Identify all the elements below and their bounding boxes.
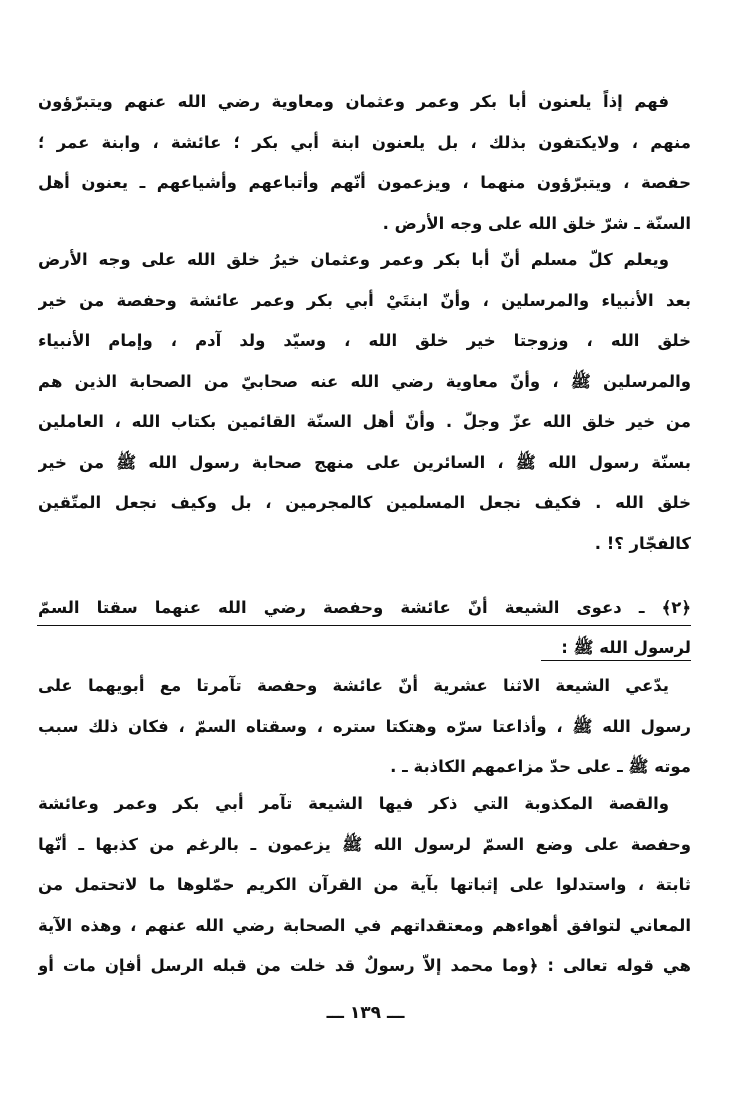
paragraph-2 bbox=[38, 240, 691, 564]
text-line: وحفصة على وضع السمّ لرسول الله ﷺ يزعمون ـ بالرغم من كذبها ـ أنّها bbox=[38, 834, 691, 854]
text-line: والمرسلين ﷺ ، وأنّ معاوية رضي الله عنه صحابيّ من الصحابة الذين هم bbox=[38, 371, 691, 391]
text-line: والقصة المكذوبة التي ذكر فيها الشيعة تآمر أبي بكر وعمر وعائشة bbox=[38, 794, 669, 813]
heading-line: لرسول الله ﷺ : bbox=[561, 638, 691, 657]
text-line: بسنّة رسول الله ﷺ ، السائرين على منهج صحابة رسول الله ﷺ من خير bbox=[38, 452, 691, 472]
text-line: السنّة ـ شرّ خلق الله على وجه الأرض . bbox=[382, 213, 691, 233]
text-line: كالفجّار ؟! . bbox=[594, 533, 691, 553]
paragraph-3 bbox=[38, 666, 691, 788]
text-line: ويعلم كلّ مسلم أنّ أبا بكر وعمر وعثمان خيرُ خلق الله على وجه الأرض bbox=[38, 250, 669, 269]
text-line: منهم ، ولايكتفون بذلك ، بل يلعنون ابنة أبي بكر ؛ عائشة ، وابنة عمر ؛ bbox=[38, 132, 691, 152]
text-line: يدّعي الشيعة الاثنا عشرية أنّ عائشة وحفصة تآمرتا مع أبويهما على bbox=[38, 676, 669, 695]
text-line: موته ﷺ ـ على حدّ مزاعمهم الكاذبة ـ . bbox=[390, 757, 691, 776]
text-line: المعاني لتوافق أهواءهم ومعتقداتهم في الصحابة رضي الله عنهم ، وهذه الآية bbox=[38, 915, 691, 935]
page-number: ـــ ١٣٩ ـــ bbox=[326, 1003, 405, 1023]
text-line: خلق الله ، وزوجتا خير خلق الله ، وسيّد ولد آدم ، وإمام الأنبياء bbox=[38, 331, 691, 350]
text-line: بعد الأنبياء والمرسلين ، وأنّ ابنتَيْ أبي بكر وعمر عائشة وحفصة من خير bbox=[38, 290, 691, 310]
paragraph-4 bbox=[38, 784, 691, 987]
text-line: من خير خلق الله عزّ وجلّ . وأنّ أهل السنّة القائمين بكتاب الله ، العاملين bbox=[38, 412, 691, 431]
heading-underline-short bbox=[541, 660, 691, 661]
heading-underline bbox=[37, 625, 691, 626]
text-line: هي قوله تعالى : ﴿وما محمد إلاّ رسولٌ قد خلت من قبله الرسل أفإن مات أو bbox=[38, 956, 691, 975]
paragraph-1 bbox=[38, 82, 691, 244]
text-line: حفصة ، ويتبرّؤون منهما ، ويزعمون أنّهم وأتباعهم وأشياعهم ـ يعنون أهل bbox=[38, 173, 691, 192]
section-heading bbox=[38, 588, 691, 668]
text-line: ثابتة ، واستدلوا على إثباتها بآية من القرآن الكريم حمّلوها ما لاتحتمل من bbox=[38, 875, 691, 894]
text-line: خلق الله . فكيف نجعل المسلمين كالمجرمين ، بل وكيف نجعل المتّقين bbox=[38, 493, 691, 512]
heading-line: ﴿٢﴾ ـ دعوى الشيعة أنّ عائشة وحفصة رضي الله عنهما سقتا السمّ bbox=[38, 598, 691, 617]
text-line: رسول الله ﷺ ، وأذاعتا سرّه وهتكتا ستره ، وسقتاه السمّ ، فكان ذلك سبب bbox=[38, 716, 691, 736]
text-line: فهم إذاً يلعنون أبا بكر وعمر وعثمان ومعاوية رضي الله عنهم ويتبرّؤون bbox=[38, 92, 669, 111]
